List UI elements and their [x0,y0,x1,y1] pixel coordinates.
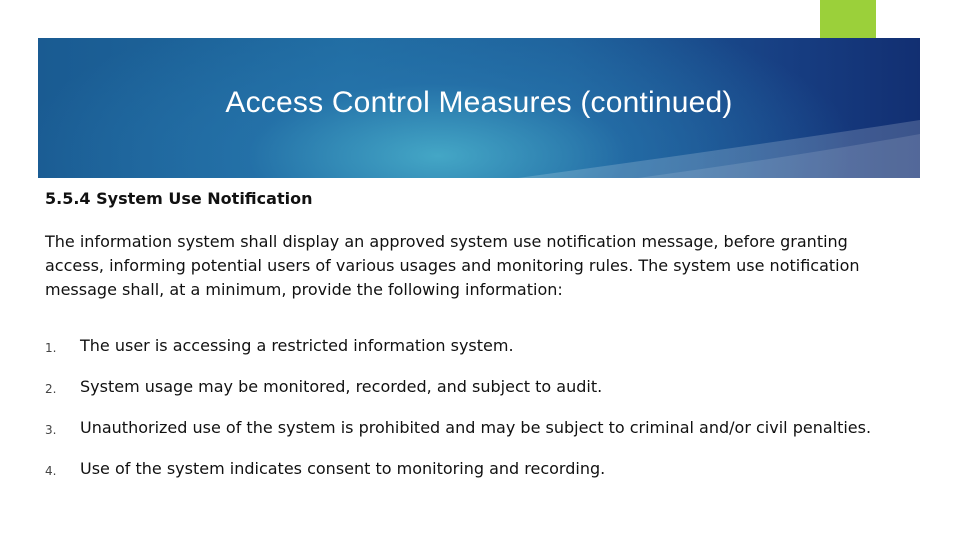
title-banner [38,38,920,178]
list-item [45,457,895,481]
slide-title: Access Control Measures (continued) [225,86,733,119]
item-text: System usage may be monitored, recorded, and subject to audit. [80,377,603,396]
list-item [45,416,895,440]
slide-body [45,188,895,498]
item-text: Unauthorized use of the system is prohibited and may be subject to criminal and/or civil penalties. [80,418,872,437]
item-text: The user is accessing a restricted information system. [80,336,514,355]
item-number: 4. [45,464,57,478]
item-number: 1. [45,341,57,355]
requirements-list [45,334,895,481]
section-heading: 5.5.4 System Use Notification [45,189,313,208]
list-item [45,334,895,358]
list-item [45,375,895,399]
item-text: Use of the system indicates consent to monitoring and recording. [80,459,606,478]
intro-paragraph: The information system shall display an approved system use notification message, before granting access, informing potential users of various usages and monitoring rules. The system use notification message shall, at a minimum, provide the following information: [45,232,860,299]
item-number: 2. [45,382,57,396]
item-number: 3. [45,423,57,437]
